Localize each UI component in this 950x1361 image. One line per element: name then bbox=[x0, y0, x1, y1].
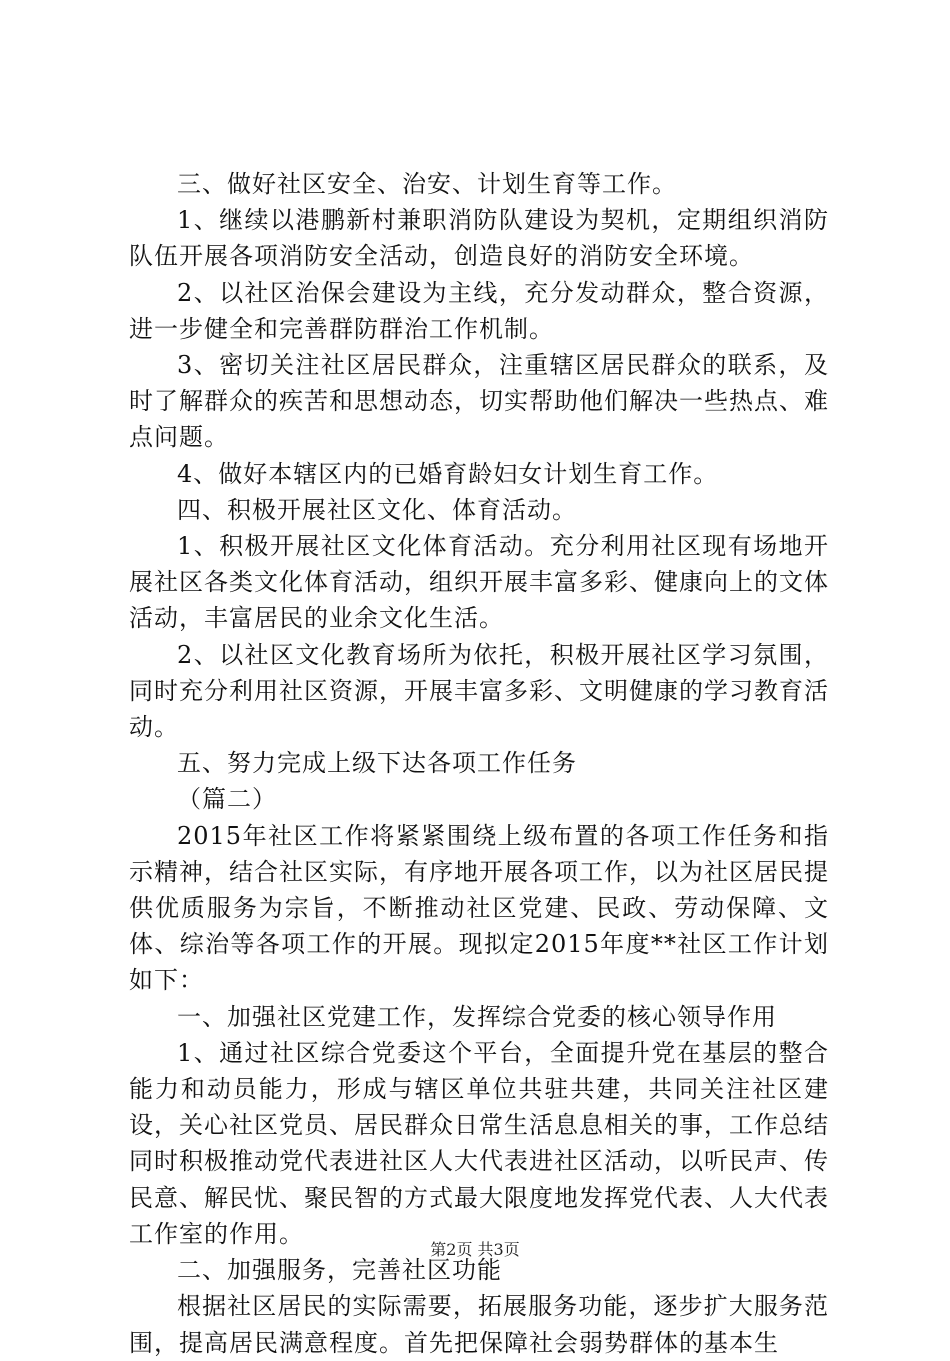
section-heading-1: 一、加强社区党建工作，发挥综合党委的核心领导作用 bbox=[177, 1002, 777, 1031]
document-body bbox=[129, 166, 829, 1361]
paragraph: 2、以社区治保会建设为主线，充分发动群众，整合资源，进一步健全和完善群防群治工作机制。 bbox=[129, 278, 829, 343]
paragraph: 根据社区居民的实际需要，拓展服务功能，逐步扩大服务范围，提高居民满意程度。首先把保障社会弱势群体的基本生 bbox=[129, 1292, 829, 1357]
section-heading-4: 四、积极开展社区文化、体育活动。 bbox=[177, 495, 577, 524]
paragraph: 2015年社区工作将紧紧围绕上级布置的各项工作任务和指示精神，结合社区实际，有序地开展各项工作，以为社区居民提供优质服务为宗旨，不断推动社区党建、民政、劳动保障、文体、综治等各项工作的开展。现拟定2015年度**社区工作计划如下： bbox=[129, 821, 829, 995]
paragraph: 1、积极开展社区文化体育活动。充分利用社区现有场地开展社区各类文化体育活动，组织开展丰富多彩、健康向上的文体活动，丰富居民的业余文化生活。 bbox=[129, 532, 829, 633]
paragraph: 3、密切关注社区居民群众，注重辖区居民群众的联系，及时了解群众的疾苦和思想动态，切实帮助他们解决一些热点、难点问题。 bbox=[129, 351, 829, 452]
paragraph: 4、做好本辖区内的已婚育龄妇女计划生育工作。 bbox=[177, 459, 719, 488]
section-heading-3: 三、做好社区安全、治安、计划生育等工作。 bbox=[177, 170, 677, 198]
paragraph: 2、以社区文化教育场所为依托，积极开展社区学习氛围，同时充分利用社区资源，开展丰富多彩、文明健康的学习教育活动。 bbox=[129, 640, 829, 742]
paragraph: 1、继续以港鹏新村兼职消防队建设为契机，定期组织消防队伍开展各项消防安全活动，创造良好的消防安全环境。 bbox=[129, 206, 829, 271]
section-heading-5: 五、努力完成上级下达各项工作任务 bbox=[177, 749, 577, 778]
paragraph: 1、通过社区综合党委这个平台，全面提升党在基层的整合能力和动员能力，形成与辖区单位共驻共建，共同关注社区建设，关心社区党员、居民群众日常生活息息相关的事，工作总结同时积极推动党代表进社区人大代表进社区活动，以听民声、传民意、解民忧、聚民智的方式最大限度地发挥党代表、人大代表工作室的作用。 bbox=[129, 1038, 829, 1248]
page-number-footer: 第2页 共3页 bbox=[430, 1240, 520, 1259]
section-heading-2: 二、加强服务，完善社区功能 bbox=[177, 1256, 502, 1285]
part-heading: （篇二） bbox=[177, 785, 277, 814]
